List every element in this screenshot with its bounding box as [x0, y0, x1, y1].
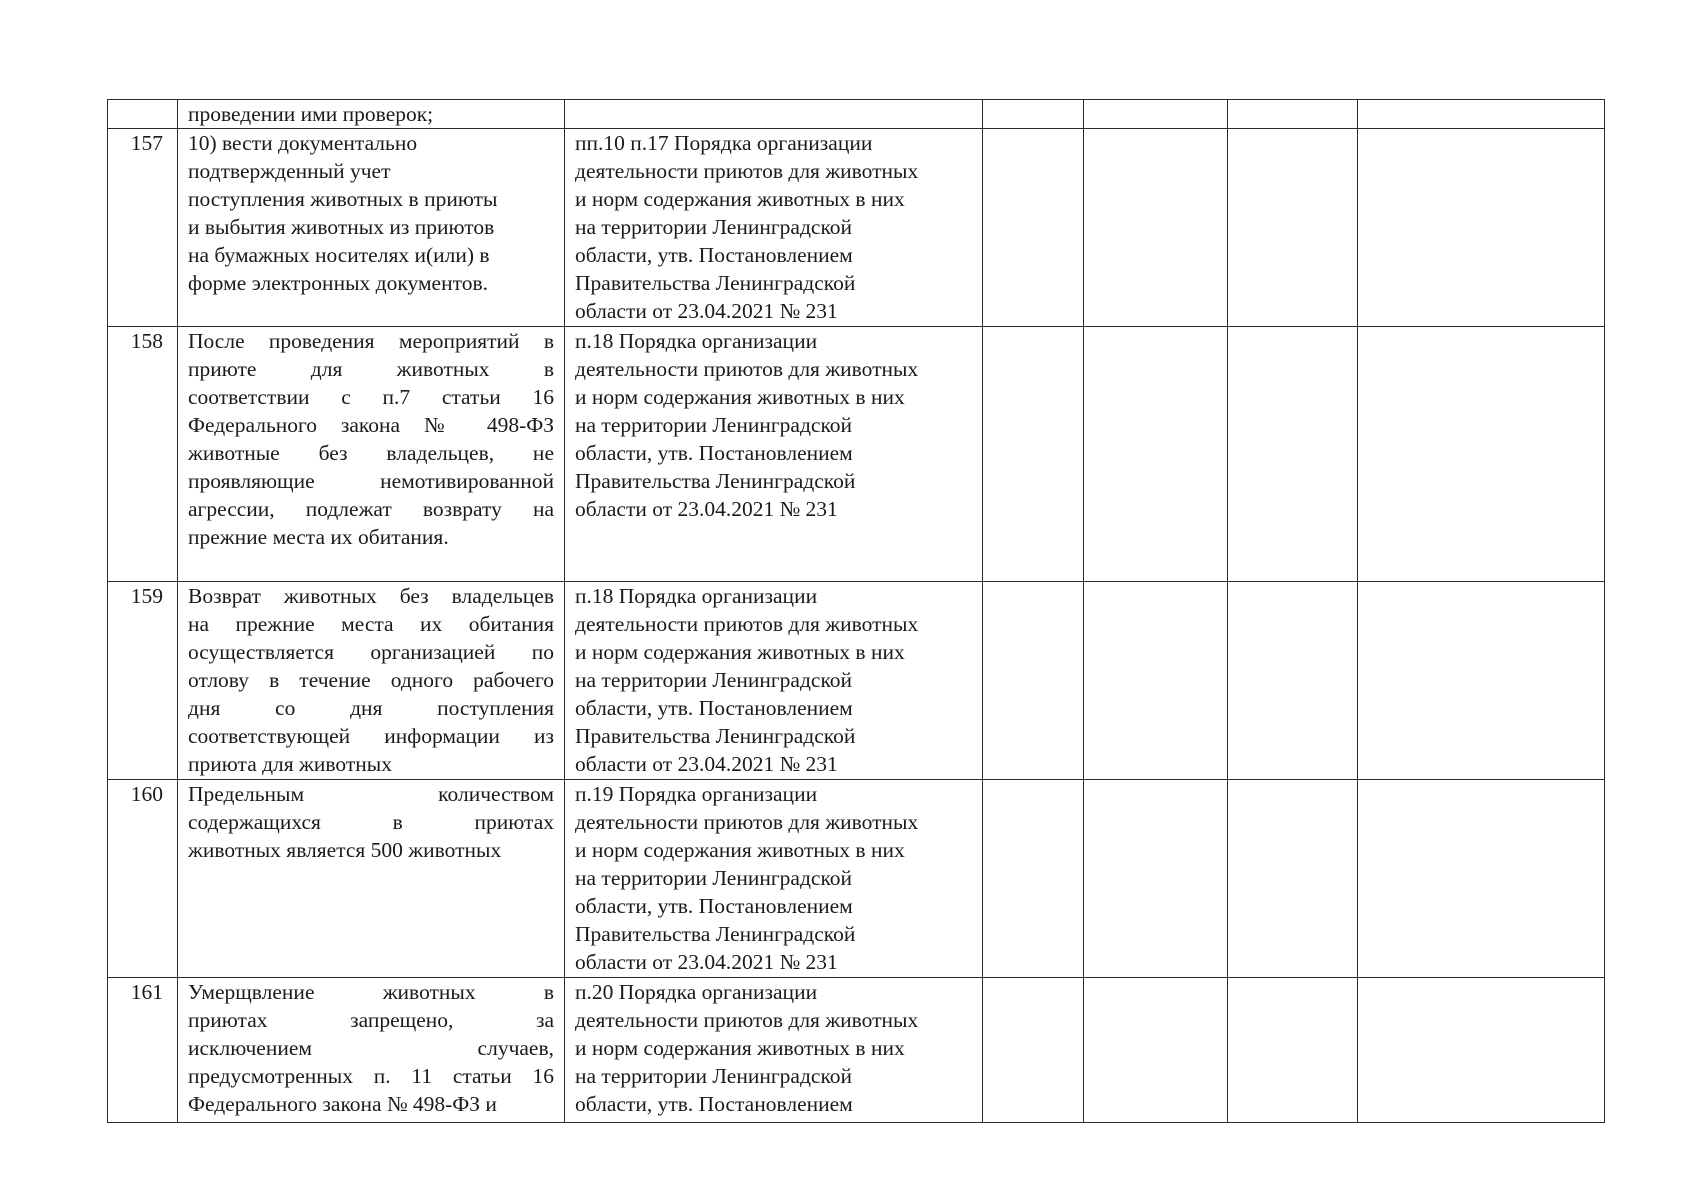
legal-reference-cell [565, 100, 983, 129]
legal-reference-line: и норм содержания животных в них [575, 187, 905, 211]
no-cell [1084, 327, 1228, 582]
requirement-cell [178, 327, 565, 582]
note-cell [1358, 780, 1605, 978]
no-cell [1084, 129, 1228, 327]
requirement-text-line: проведении ими проверок; [188, 102, 434, 126]
legal-reference-line: области, утв. Постановлением [575, 894, 853, 918]
legal-reference-line: на территории Ленинградской [575, 215, 853, 239]
row-number-cell [108, 327, 178, 582]
requirement-cell [178, 978, 565, 1123]
legal-reference-line: на территории Ленинградской [575, 413, 853, 437]
no-cell [1084, 978, 1228, 1123]
legal-reference-line: п.19 Порядка организации [575, 782, 818, 806]
row-number: 157 [130, 131, 163, 155]
note-cell [1358, 978, 1605, 1123]
legal-reference-line: п.18 Порядка организации [575, 584, 818, 608]
row-number-cell [108, 978, 178, 1123]
requirement-text-line: животные без владельцев, не [188, 441, 554, 465]
table-row [108, 978, 1605, 1123]
requirement-cell [178, 129, 565, 327]
row-number: 161 [130, 980, 163, 1004]
requirement-cell [178, 100, 565, 129]
requirement-text-line: исключением случаев, [188, 1036, 554, 1060]
requirement-text-line: на бумажных носителях и(или) в [188, 243, 490, 267]
legal-reference-line: области от 23.04.2021 № 231 [575, 752, 838, 776]
table-row [108, 780, 1605, 978]
requirement-text-line: дня со дня поступления [188, 696, 554, 720]
requirement-text-line: приюте для животных в [188, 357, 554, 381]
requirement-text-line: Возврат животных без владельцев [188, 584, 554, 608]
no-cell [1084, 100, 1228, 129]
yes-cell [983, 978, 1084, 1123]
not-applicable-cell [1228, 582, 1358, 780]
legal-reference-line: пп.10 п.17 Порядка организации [575, 131, 873, 155]
row-number: 160 [130, 782, 163, 806]
table-row [108, 100, 1605, 129]
legal-reference-cell [565, 582, 983, 780]
requirement-text-line: подтвержденный учет [188, 159, 391, 183]
row-number: 159 [130, 584, 163, 608]
legal-reference-line: деятельности приютов для животных [575, 1008, 919, 1032]
requirement-text-line: приюта для животных [188, 752, 392, 776]
yes-cell [983, 780, 1084, 978]
not-applicable-cell [1228, 100, 1358, 129]
requirements-table [107, 99, 1605, 1123]
legal-reference-line: и норм содержания животных в них [575, 640, 905, 664]
requirement-text-line: на прежние места их обитания [188, 612, 554, 636]
legal-reference-line: области, утв. Постановлением [575, 696, 853, 720]
row-number-cell [108, 100, 178, 129]
table-row [108, 327, 1605, 582]
legal-reference-line: п.20 Порядка организации [575, 980, 818, 1004]
legal-reference-line: на территории Ленинградской [575, 668, 853, 692]
legal-reference-line: области от 23.04.2021 № 231 [575, 299, 838, 323]
legal-reference-cell [565, 327, 983, 582]
yes-cell [983, 100, 1084, 129]
legal-reference-line: области от 23.04.2021 № 231 [575, 497, 838, 521]
requirement-text-line: поступления животных в приюты [188, 187, 498, 211]
legal-reference-line: п.18 Порядка организации [575, 329, 818, 353]
yes-cell [983, 129, 1084, 327]
not-applicable-cell [1228, 978, 1358, 1123]
requirement-text-line: соответствии с п.7 статьи 16 [188, 385, 554, 409]
legal-reference-line: на территории Ленинградской [575, 1064, 853, 1088]
requirement-text-line: 10) вести документально [188, 131, 418, 155]
legal-reference-line: деятельности приютов для животных [575, 612, 919, 636]
legal-reference-line: и норм содержания животных в них [575, 385, 905, 409]
requirement-text-line: агрессии, подлежат возврату на [188, 497, 554, 521]
requirement-text-line: прежние места их обитания. [188, 525, 449, 549]
legal-reference-line: деятельности приютов для животных [575, 810, 919, 834]
not-applicable-cell [1228, 780, 1358, 978]
legal-reference-line: области, утв. Постановлением [575, 1092, 853, 1116]
legal-reference-line: и норм содержания животных в них [575, 1036, 905, 1060]
row-number-cell [108, 780, 178, 978]
row-number-cell [108, 582, 178, 780]
requirement-text-line: После проведения мероприятий в [188, 329, 554, 353]
legal-reference-line: деятельности приютов для животных [575, 357, 919, 381]
requirement-text-line: проявляющие немотивированной [188, 469, 554, 493]
legal-reference-line: деятельности приютов для животных [575, 159, 919, 183]
note-cell [1358, 100, 1605, 129]
no-cell [1084, 780, 1228, 978]
requirement-text-line: и выбытия животных из приютов [188, 215, 495, 239]
requirement-text-line: осуществляется организацией по [188, 640, 554, 664]
requirement-text-line: Умерщвление животных в [188, 980, 554, 1004]
note-cell [1358, 582, 1605, 780]
row-number: 158 [130, 329, 163, 353]
yes-cell [983, 327, 1084, 582]
legal-reference-line: на территории Ленинградской [575, 866, 853, 890]
requirement-text-line: отлову в течение одного рабочего [188, 668, 554, 692]
legal-reference-line: области, утв. Постановлением [575, 441, 853, 465]
requirement-text-line: приютах запрещено, за [188, 1008, 554, 1032]
requirement-cell [178, 582, 565, 780]
note-cell [1358, 129, 1605, 327]
note-cell [1358, 327, 1605, 582]
table-body [108, 100, 1605, 1123]
requirement-text-line: соответствующей информации из [188, 724, 554, 748]
legal-reference-cell [565, 780, 983, 978]
requirement-text-line: Федерального закона № 498-ФЗ и [188, 1092, 497, 1116]
legal-reference-line: Правительства Ленинградской [575, 469, 856, 493]
legal-reference-line: Правительства Ленинградской [575, 922, 856, 946]
legal-reference-line: области от 23.04.2021 № 231 [575, 950, 838, 974]
legal-reference-line: Правительства Ленинградской [575, 271, 856, 295]
row-number-cell [108, 129, 178, 327]
legal-reference-line: Правительства Ленинградской [575, 724, 856, 748]
requirement-text-line: предусмотренных п. 11 статьи 16 [188, 1064, 554, 1088]
legal-reference-line: области, утв. Постановлением [575, 243, 853, 267]
legal-reference-cell [565, 978, 983, 1123]
not-applicable-cell [1228, 327, 1358, 582]
requirement-text-line: Федерального закона № 498-ФЗ [188, 413, 554, 437]
not-applicable-cell [1228, 129, 1358, 327]
requirement-text-line: Предельным количеством [188, 782, 554, 806]
no-cell [1084, 582, 1228, 780]
table-row [108, 129, 1605, 327]
legal-reference-cell [565, 129, 983, 327]
table-row [108, 582, 1605, 780]
requirement-cell [178, 780, 565, 978]
requirement-text-line: содержащихся в приютах [188, 810, 554, 834]
requirement-text-line: животных является 500 животных [188, 838, 502, 862]
requirement-text-line: форме электронных документов. [188, 271, 488, 295]
legal-reference-line: и норм содержания животных в них [575, 838, 905, 862]
yes-cell [983, 582, 1084, 780]
